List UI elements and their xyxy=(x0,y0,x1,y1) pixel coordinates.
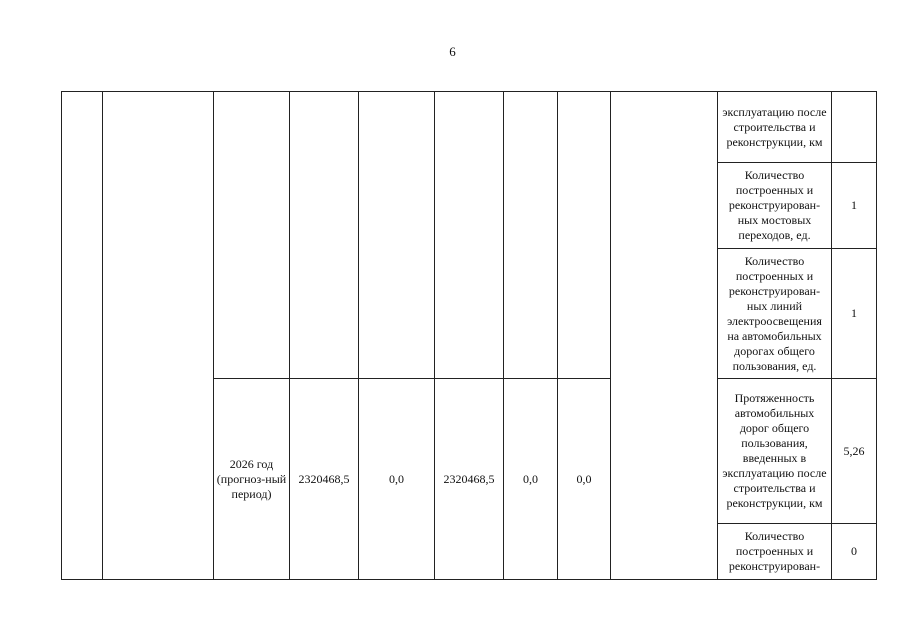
period-2026-other: 0,0 xyxy=(558,379,611,580)
local-budget-cell xyxy=(504,92,558,379)
executor-cell xyxy=(611,92,718,580)
period-cell xyxy=(214,92,290,379)
indicator-value: 1 xyxy=(832,249,877,379)
total-cell xyxy=(290,92,359,379)
regional-budget-cell xyxy=(435,92,504,379)
indicator-name: Количество построенных и реконструирован-ных линий электроосвещения на автомобильных дорогах общего пользования, ед. xyxy=(718,249,832,379)
number-cell xyxy=(62,92,103,580)
period-2026-total: 2320468,5 xyxy=(290,379,359,580)
table-row xyxy=(62,92,877,163)
budget-table xyxy=(61,91,877,580)
period-2026-regional: 2320468,5 xyxy=(435,379,504,580)
page-number: 6 xyxy=(449,44,456,59)
period-2026-local: 0,0 xyxy=(504,379,558,580)
indicator-name: Протяженность автомобильных дорог общего пользования, введенных в эксплуатацию после строительства и реконструкции, км xyxy=(718,379,832,524)
other-sources-cell xyxy=(558,92,611,379)
indicator-name: Количество построенных и реконструирован- xyxy=(718,524,832,580)
indicator-value: 1 xyxy=(832,163,877,249)
federal-budget-cell xyxy=(359,92,435,379)
period-2026-label: 2026 год (прогноз-ный период) xyxy=(214,379,290,580)
indicator-value: 0 xyxy=(832,524,877,580)
indicator-value xyxy=(832,92,877,163)
period-2026-federal: 0,0 xyxy=(359,379,435,580)
indicator-value: 5,26 xyxy=(832,379,877,524)
event-name-cell xyxy=(103,92,214,580)
indicator-name: Количество построенных и реконструирован-ных мостовых переходов, ед. xyxy=(718,163,832,249)
indicator-name: эксплуатацию после строительства и реконструкции, км xyxy=(718,92,832,163)
